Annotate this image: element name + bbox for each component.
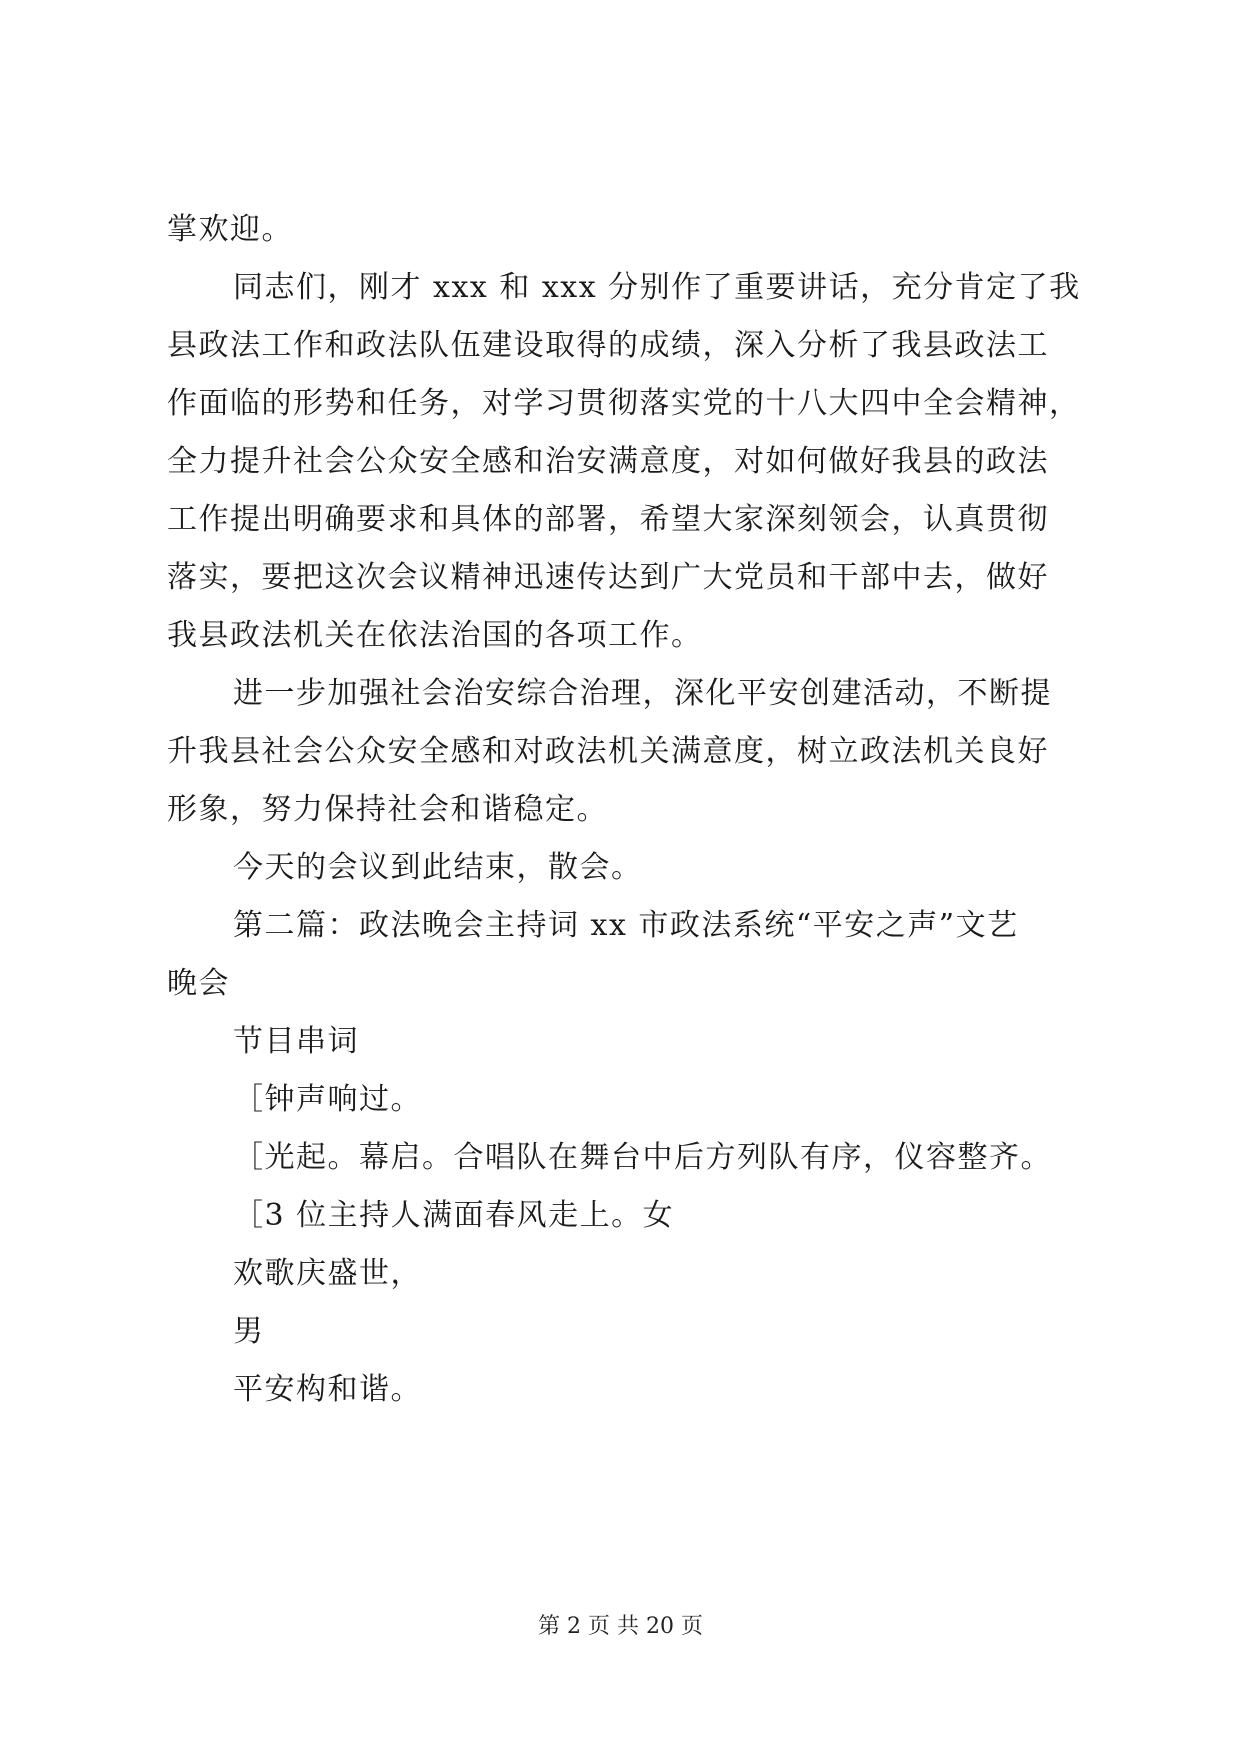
text-line: ［3 位主持人满面春风走上。女 (233, 1198, 675, 1233)
text-line: 作面临的形势和任务，对学习贯彻落实党的十八大四中全会精神， (167, 386, 1081, 421)
text-line: 形象，努力保持社会和谐稳定。 (167, 792, 608, 827)
text-line: 进一步加强社会治安综合治理，深化平安创建活动，不断提 (233, 676, 1052, 711)
text-line: 落实，要把这次会议精神迅速传达到广大党员和干部中去，做好 (167, 560, 1049, 595)
text-line: 县政法工作和政法队伍建设取得的成绩，深入分析了我县政法工 (167, 328, 1049, 363)
text-line: 第二篇：政法晚会主持词 xx 市政法系统“平安之声”文艺 (233, 908, 1019, 943)
text-line: 男 (233, 1314, 265, 1349)
text-line: 掌欢迎。 (167, 212, 293, 247)
text-line: 欢歌庆盛世， (233, 1256, 422, 1291)
text-line: 全力提升社会公众安全感和治安满意度，对如何做好我县的政法 (167, 444, 1049, 479)
text-line: 升我县社会公众安全感和对政法机关满意度，树立政法机关良好 (167, 734, 1049, 769)
text-line: 平安构和谐。 (233, 1372, 422, 1407)
text-line: ［光起。幕启。合唱队在舞台中后方列队有序，仪容整齐。 (233, 1140, 1052, 1175)
text-line: 我县政法机关在依法治国的各项工作。 (167, 618, 703, 653)
text-line: 节目串词 (233, 1024, 359, 1059)
page-number-footer: 第 2 页 共 20 页 (538, 1614, 703, 1639)
text-line: ［钟声响过。 (233, 1082, 422, 1117)
text-line: 同志们，刚才 xxx 和 xxx 分别作了重要讲话，充分肯定了我 (233, 270, 1081, 305)
text-line: 晚会 (167, 966, 230, 1001)
text-line: 工作提出明确要求和具体的部署，希望大家深刻领会，认真贯彻 (167, 502, 1049, 537)
text-line: 今天的会议到此结束，散会。 (233, 850, 643, 885)
